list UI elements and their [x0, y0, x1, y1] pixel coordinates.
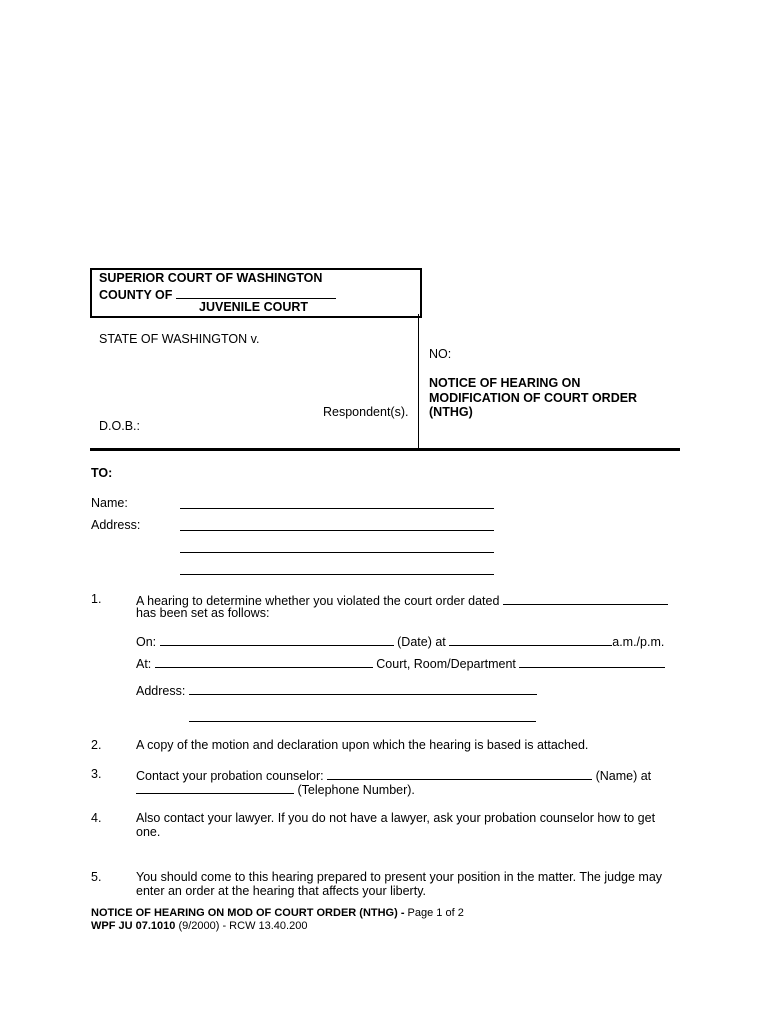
item4-number: 4.	[91, 811, 102, 825]
dob-label: D.O.B.:	[99, 419, 140, 433]
item1-line2: has been set as follows:	[136, 606, 270, 620]
item3-line2: (Telephone Number).	[136, 781, 415, 797]
room-department-field[interactable]	[519, 655, 665, 668]
court-name: SUPERIOR COURT OF WASHINGTON	[99, 271, 323, 285]
to-label: TO:	[91, 466, 113, 480]
hearing-time-field[interactable]	[449, 633, 612, 646]
probation-counselor-name-field[interactable]	[327, 767, 592, 780]
county-field[interactable]	[176, 286, 336, 299]
state-line: STATE OF WASHINGTON v.	[99, 332, 260, 346]
order-date-field[interactable]	[503, 592, 668, 605]
item4-line2: one.	[136, 825, 161, 839]
item3-number: 3.	[91, 767, 102, 781]
address-label: Address:	[91, 518, 141, 532]
name-label: Name:	[91, 496, 128, 510]
address-field-line3[interactable]	[180, 574, 494, 575]
case-number-label: NO:	[429, 347, 452, 361]
footer-page-info: Page 1 of 2	[407, 907, 464, 919]
juvenile-court-label: JUVENILE COURT	[199, 300, 309, 314]
item2-number: 2.	[91, 738, 102, 752]
footer-form-rev: (9/2000) - RCW 13.40.200	[178, 920, 308, 932]
address-field-line2[interactable]	[180, 552, 494, 553]
caption-bottom-rule	[90, 448, 680, 451]
hearing-date-field[interactable]	[160, 633, 394, 646]
court-field[interactable]	[155, 655, 373, 668]
footer-form-code: WPF JU 07.1010	[91, 920, 176, 932]
footer-line1	[91, 907, 464, 919]
hearing-on-row: On: (Date) at a.m./p.m.	[136, 635, 665, 649]
hearing-at-row: At: Court, Room/Department	[136, 655, 665, 671]
document-title-line1: NOTICE OF HEARING ON	[429, 376, 581, 390]
item2-text: A copy of the motion and declaration upon which the hearing is based is attached.	[136, 738, 589, 752]
item4-line1: Also contact your lawyer. If you do not have a lawyer, ask your probation counselor how to get	[136, 811, 656, 825]
name-field[interactable]	[180, 508, 494, 509]
footer-form-title: NOTICE OF HEARING ON MOD OF COURT ORDER (NTHG) -	[91, 907, 405, 919]
item5-line2: enter an order at the hearing that affects your liberty.	[136, 884, 426, 898]
item3-line1: Contact your probation counselor: (Name) at	[136, 769, 652, 783]
hearing-address-field-line2[interactable]	[189, 721, 536, 722]
county-label: COUNTY OF	[99, 286, 336, 302]
item5-number: 5.	[91, 870, 102, 884]
probation-counselor-phone-field[interactable]	[136, 781, 294, 794]
document-title-line2: MODIFICATION OF COURT ORDER	[429, 391, 638, 405]
caption-divider	[418, 314, 419, 448]
footer-line2	[91, 920, 307, 932]
item1-line1: A hearing to determine whether you violated the court order dated	[136, 592, 668, 608]
document-title-line3: (NTHG)	[429, 405, 473, 419]
hearing-address-field-line1[interactable]	[189, 682, 537, 695]
item1-number: 1.	[91, 592, 102, 606]
item5-line1: You should come to this hearing prepared to present your position in the matter. The judge may	[136, 870, 663, 884]
hearing-address-row: Address:	[136, 682, 537, 698]
address-field-line1[interactable]	[180, 530, 494, 531]
respondents-label: Respondent(s).	[323, 405, 409, 419]
